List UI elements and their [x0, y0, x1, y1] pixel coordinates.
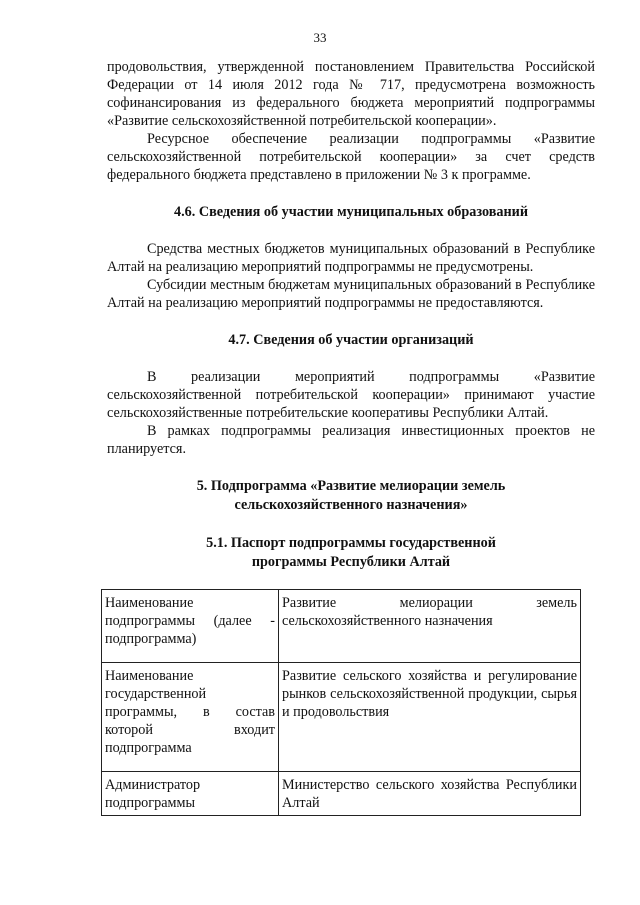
- document-body: [107, 58, 595, 816]
- heading-5-1-line2: программы Республики Алтай: [251, 554, 451, 570]
- table-cell-label: Администратор подпрограммы: [102, 772, 279, 816]
- heading-4-6: 4.6. Сведения об участии муниципальных образований: [174, 204, 528, 220]
- table-cell-label: Наименование государственной программы, в состав которой входит подпрограмма: [102, 663, 279, 772]
- heading-4-7: 4.7. Сведения об участии организаций: [228, 332, 474, 348]
- paragraph-participation: В реализации мероприятий подпрограммы «Развитие сельскохозяйственной потребительской кооперации» принимают участие сельскохозяйственные потребительские кооперативы Республики Алтай.: [107, 369, 595, 421]
- passport-table: [101, 589, 581, 816]
- paragraph-funding: продовольствия, утвержденной постановлением Правительства Российской Федерации от 14 июля 2012 года № 717, предусмотрена возможность софинансирования из федерального бюджета мероприятий подпрограммы «Развитие сельскохозяйственной потребительской кооперации».: [107, 59, 595, 129]
- table-row: [102, 590, 581, 663]
- heading-5-line2: сельскохозяйственного назначения»: [234, 497, 468, 513]
- table-cell-value: Развитие сельского хозяйства и регулирование рынков сельскохозяйственной продукции, сырья и продовольствия: [279, 663, 581, 772]
- page-number: 33: [313, 30, 327, 45]
- paragraph-investment: В рамках подпрограммы реализация инвестиционных проектов не планируется.: [107, 423, 595, 457]
- table-row: [102, 772, 581, 816]
- table-cell-label: Наименование подпрограммы (далее - подпрограмма): [102, 590, 279, 663]
- table-cell-value: Министерство сельского хозяйства Республики Алтай: [279, 772, 581, 816]
- table-row: [102, 663, 581, 772]
- paragraph-resources: Ресурсное обеспечение реализации подпрограммы «Развитие сельскохозяйственной потребительской кооперации» за счет средств федерального бюджета представлено в приложении № 3 к программе.: [107, 131, 595, 183]
- paragraph-subsidies: Субсидии местным бюджетам муниципальных образований в Республике Алтай на реализацию мероприятий подпрограммы не предоставляются.: [107, 277, 595, 311]
- heading-5-1: [107, 534, 595, 572]
- heading-5-1-line1: 5.1. Паспорт подпрограммы государственной: [206, 535, 496, 551]
- table-cell-value: Развитие мелиорации земель сельскохозяйственного назначения: [279, 590, 581, 663]
- paragraph-local-budgets: Средства местных бюджетов муниципальных образований в Республике Алтай на реализацию мероприятий подпрограммы не предусмотрены.: [107, 241, 595, 275]
- heading-5: [107, 477, 595, 515]
- heading-5-line1: 5. Подпрограмма «Развитие мелиорации земель: [196, 478, 506, 494]
